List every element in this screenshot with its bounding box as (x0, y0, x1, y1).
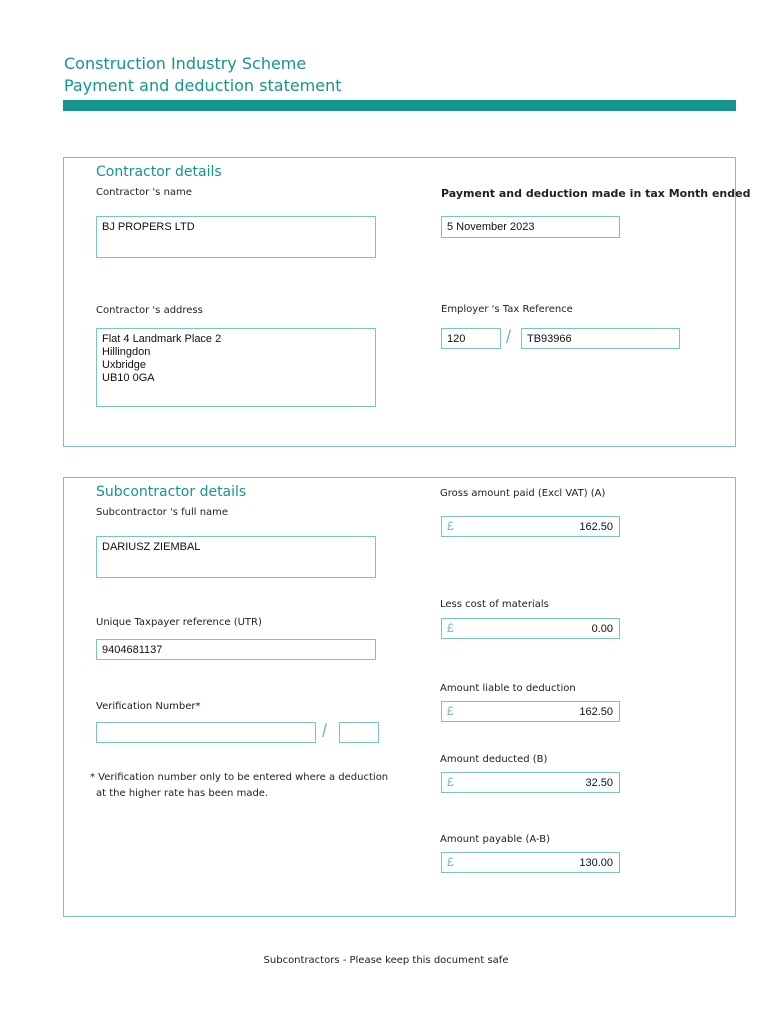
liable-amount-field[interactable] (441, 701, 620, 722)
utr-field[interactable]: 9404681137 (96, 639, 376, 660)
pound-sign-icon: £ (447, 519, 454, 533)
deducted-amount-value: 32.50 (585, 777, 613, 789)
materials-cost-label: Less cost of materials (440, 599, 549, 610)
pound-sign-icon: £ (447, 621, 454, 635)
contractor-address-label: Contractor 's address (96, 305, 203, 316)
liable-amount-label: Amount liable to deduction (440, 683, 576, 694)
footer-note: Subcontractors - Please keep this document safe (263, 955, 509, 966)
deducted-amount-label: Amount deducted (B) (440, 754, 548, 765)
gross-amount-value: 162.50 (579, 521, 613, 533)
verification-note-line2: at the higher rate has been made. (96, 788, 269, 799)
materials-cost-field[interactable] (441, 618, 620, 639)
deducted-amount-field[interactable] (441, 772, 620, 793)
verification-note-line1: * Verification number only to be entered where a deduction (90, 772, 389, 783)
payable-amount-label: Amount payable (A-B) (440, 834, 550, 845)
gross-amount-label: Gross amount paid (Excl VAT) (A) (440, 488, 606, 499)
materials-cost-value: 0.00 (591, 623, 613, 635)
document-subtitle: Payment and deduction statement (64, 76, 342, 95)
contractor-name-label: Contractor 's name (96, 187, 192, 198)
liable-amount-value: 162.50 (579, 706, 613, 718)
pound-sign-icon: £ (447, 704, 454, 718)
payable-amount-value: 130.00 (579, 857, 613, 869)
utr-label: Unique Taxpayer reference (UTR) (96, 617, 262, 628)
contractor-name-field[interactable]: BJ PROPERS LTD (96, 216, 376, 258)
pound-sign-icon: £ (447, 855, 454, 869)
verification-suffix-field[interactable] (339, 722, 379, 743)
contractor-address-field[interactable]: Flat 4 Landmark Place 2 Hillingdon Uxbridge UB10 0GA (96, 328, 376, 407)
subcontractor-name-field[interactable]: DARIUSZ ZIEMBAL (96, 536, 376, 578)
tax-reference-label: Employer 's Tax Reference (441, 304, 573, 315)
subcontractor-section-title: Subcontractor details (96, 484, 247, 500)
gross-amount-field[interactable] (441, 516, 620, 537)
document-title: Construction Industry Scheme (64, 54, 307, 73)
header-divider (63, 100, 736, 111)
tax-month-field[interactable]: 5 November 2023 (441, 216, 620, 238)
tax-month-label: Payment and deduction made in tax Month ended (441, 187, 751, 200)
tax-reference-number-field[interactable]: TB93966 (521, 328, 680, 349)
pound-sign-icon: £ (447, 775, 454, 789)
contractor-section-title: Contractor details (96, 164, 222, 180)
payable-amount-field[interactable] (441, 852, 620, 873)
tax-reference-office-field[interactable]: 120 (441, 328, 501, 349)
verification-number-field[interactable] (96, 722, 316, 743)
verification-separator: / (322, 721, 328, 741)
subcontractor-name-label: Subcontractor 's full name (96, 507, 229, 518)
tax-reference-separator: / (506, 327, 512, 347)
verification-label: Verification Number* (96, 701, 201, 712)
